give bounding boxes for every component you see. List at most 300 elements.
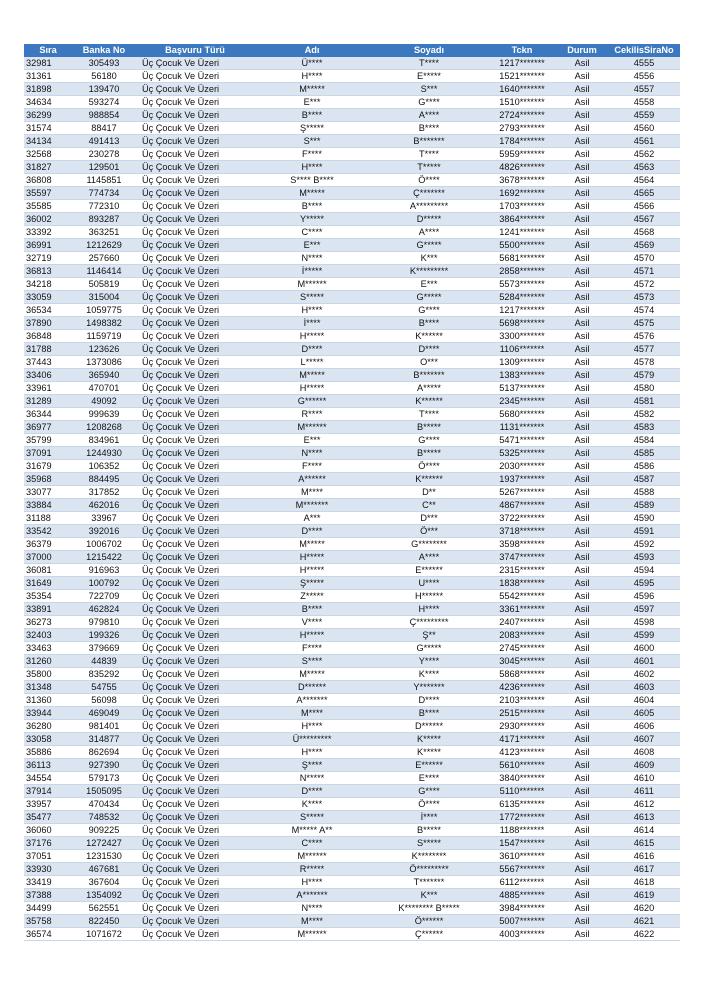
cell-soyadi: Ö****** xyxy=(370,915,488,928)
cell-tckn: 2030******* xyxy=(488,460,556,473)
table-row xyxy=(24,785,680,798)
table-row xyxy=(24,265,680,278)
cell-sira: 33542 xyxy=(24,525,72,538)
cell-cekilis-sira-no: 4607 xyxy=(608,733,680,746)
cell-soyadi: B******* xyxy=(370,135,488,148)
cell-basvuru-turu: Üç Çocuk Ve Üzeri xyxy=(136,187,254,200)
cell-sira: 36273 xyxy=(24,616,72,629)
table-row xyxy=(24,343,680,356)
cell-sira: 33419 xyxy=(24,876,72,889)
cell-banka-no: 1212629 xyxy=(72,239,136,252)
cell-soyadi: G***** xyxy=(370,239,488,252)
cell-basvuru-turu: Üç Çocuk Ve Üzeri xyxy=(136,616,254,629)
cell-adi: E*** xyxy=(254,239,370,252)
cell-soyadi: B***** xyxy=(370,421,488,434)
cell-durum: Asil xyxy=(556,460,608,473)
table-row xyxy=(24,746,680,759)
cell-durum: Asil xyxy=(556,213,608,226)
cell-cekilis-sira-no: 4614 xyxy=(608,824,680,837)
cell-tckn: 2515******* xyxy=(488,707,556,720)
cell-durum: Asil xyxy=(556,96,608,109)
cell-banka-no: 491413 xyxy=(72,135,136,148)
cell-soyadi: T******* xyxy=(370,876,488,889)
cell-cekilis-sira-no: 4595 xyxy=(608,577,680,590)
table-row xyxy=(24,83,680,96)
cell-tckn: 6135******* xyxy=(488,798,556,811)
cell-adi: M***** xyxy=(254,538,370,551)
cell-tckn: 3361******* xyxy=(488,603,556,616)
cell-tckn: 5007******* xyxy=(488,915,556,928)
cell-tckn: 2083******* xyxy=(488,629,556,642)
cell-soyadi: B***** xyxy=(370,447,488,460)
cell-banka-no: 123626 xyxy=(72,343,136,356)
cell-durum: Asil xyxy=(556,265,608,278)
cell-banka-no: 367604 xyxy=(72,876,136,889)
cell-adi: F**** xyxy=(254,148,370,161)
cell-durum: Asil xyxy=(556,395,608,408)
cell-sira: 33392 xyxy=(24,226,72,239)
cell-soyadi: T**** xyxy=(370,408,488,421)
cell-soyadi: A**** xyxy=(370,551,488,564)
table-row xyxy=(24,330,680,343)
cell-durum: Asil xyxy=(556,434,608,447)
cell-adi: M****** xyxy=(254,421,370,434)
cell-soyadi: T**** xyxy=(370,148,488,161)
cell-durum: Asil xyxy=(556,226,608,239)
cell-cekilis-sira-no: 4578 xyxy=(608,356,680,369)
cell-tckn: 2930******* xyxy=(488,720,556,733)
cell-tckn: 4885******* xyxy=(488,889,556,902)
cell-sira: 31260 xyxy=(24,655,72,668)
cell-basvuru-turu: Üç Çocuk Ve Üzeri xyxy=(136,915,254,928)
cell-tckn: 2315******* xyxy=(488,564,556,577)
cell-adi: H***** xyxy=(254,551,370,564)
cell-cekilis-sira-no: 4616 xyxy=(608,850,680,863)
cell-durum: Asil xyxy=(556,408,608,421)
cell-adi: S**** B**** xyxy=(254,174,370,187)
cell-durum: Asil xyxy=(556,200,608,213)
cell-sira: 33961 xyxy=(24,382,72,395)
cell-tckn: 5680******* xyxy=(488,408,556,421)
cell-tckn: 5567******* xyxy=(488,863,556,876)
cell-durum: Asil xyxy=(556,629,608,642)
cell-sira: 31188 xyxy=(24,512,72,525)
cell-sira: 37051 xyxy=(24,850,72,863)
cell-durum: Asil xyxy=(556,681,608,694)
cell-adi: M****** xyxy=(254,278,370,291)
cell-durum: Asil xyxy=(556,590,608,603)
cell-soyadi: K*** xyxy=(370,889,488,902)
cell-soyadi: K********* xyxy=(370,265,488,278)
cell-durum: Asil xyxy=(556,317,608,330)
cell-adi: M***** xyxy=(254,83,370,96)
cell-banka-no: 722709 xyxy=(72,590,136,603)
cell-cekilis-sira-no: 4583 xyxy=(608,421,680,434)
cell-basvuru-turu: Üç Çocuk Ve Üzeri xyxy=(136,603,254,616)
cell-sira: 31361 xyxy=(24,70,72,83)
cell-sira: 34218 xyxy=(24,278,72,291)
cell-basvuru-turu: Üç Çocuk Ve Üzeri xyxy=(136,577,254,590)
table-row xyxy=(24,824,680,837)
cell-soyadi: G**** xyxy=(370,434,488,447)
cell-durum: Asil xyxy=(556,577,608,590)
table-row xyxy=(24,772,680,785)
table-row xyxy=(24,928,680,941)
table-row xyxy=(24,291,680,304)
cell-soyadi: K******** xyxy=(370,850,488,863)
cell-sira: 33463 xyxy=(24,642,72,655)
cell-cekilis-sira-no: 4587 xyxy=(608,473,680,486)
cell-soyadi: D*** xyxy=(370,512,488,525)
cell-adi: F**** xyxy=(254,642,370,655)
cell-banka-no: 315004 xyxy=(72,291,136,304)
cell-adi: A*** xyxy=(254,512,370,525)
cell-tckn: 1692******* xyxy=(488,187,556,200)
cell-tckn: 4171******* xyxy=(488,733,556,746)
cell-sira: 31289 xyxy=(24,395,72,408)
cell-durum: Asil xyxy=(556,668,608,681)
cell-banka-no: 467681 xyxy=(72,863,136,876)
cell-durum: Asil xyxy=(556,161,608,174)
results-table xyxy=(24,44,680,941)
cell-basvuru-turu: Üç Çocuk Ve Üzeri xyxy=(136,746,254,759)
cell-basvuru-turu: Üç Çocuk Ve Üzeri xyxy=(136,811,254,824)
column-header-soyadi: Soyadı xyxy=(370,44,488,57)
cell-cekilis-sira-no: 4586 xyxy=(608,460,680,473)
cell-basvuru-turu: Üç Çocuk Ve Üzeri xyxy=(136,83,254,96)
cell-cekilis-sira-no: 4601 xyxy=(608,655,680,668)
cell-basvuru-turu: Üç Çocuk Ve Üzeri xyxy=(136,213,254,226)
cell-tckn: 5959******* xyxy=(488,148,556,161)
table-row xyxy=(24,850,680,863)
cell-soyadi: G**** xyxy=(370,96,488,109)
cell-sira: 36081 xyxy=(24,564,72,577)
cell-banka-no: 365940 xyxy=(72,369,136,382)
cell-cekilis-sira-no: 4591 xyxy=(608,525,680,538)
cell-tckn: 5471******* xyxy=(488,434,556,447)
cell-basvuru-turu: Üç Çocuk Ve Üzeri xyxy=(136,876,254,889)
cell-banka-no: 1498382 xyxy=(72,317,136,330)
cell-durum: Asil xyxy=(556,187,608,200)
cell-cekilis-sira-no: 4555 xyxy=(608,57,680,70)
cell-adi: A******* xyxy=(254,889,370,902)
cell-cekilis-sira-no: 4598 xyxy=(608,616,680,629)
cell-tckn: 5610******* xyxy=(488,759,556,772)
cell-basvuru-turu: Üç Çocuk Ve Üzeri xyxy=(136,668,254,681)
cell-sira: 31898 xyxy=(24,83,72,96)
cell-cekilis-sira-no: 4617 xyxy=(608,863,680,876)
cell-basvuru-turu: Üç Çocuk Ve Üzeri xyxy=(136,291,254,304)
cell-soyadi: K****** xyxy=(370,395,488,408)
cell-banka-no: 1159719 xyxy=(72,330,136,343)
cell-cekilis-sira-no: 4568 xyxy=(608,226,680,239)
table-row xyxy=(24,70,680,83)
cell-basvuru-turu: Üç Çocuk Ve Üzeri xyxy=(136,343,254,356)
cell-cekilis-sira-no: 4605 xyxy=(608,707,680,720)
cell-cekilis-sira-no: 4573 xyxy=(608,291,680,304)
cell-banka-no: 772310 xyxy=(72,200,136,213)
column-header-cekilis-sira-no: CekilisSiraNo xyxy=(608,44,680,57)
results-page xyxy=(24,44,680,941)
table-header-row xyxy=(24,44,680,57)
cell-soyadi: G**** xyxy=(370,304,488,317)
cell-banka-no: 392016 xyxy=(72,525,136,538)
cell-soyadi: K**** xyxy=(370,668,488,681)
cell-tckn: 2407******* xyxy=(488,616,556,629)
cell-tckn: 5573******* xyxy=(488,278,556,291)
table-row xyxy=(24,603,680,616)
table-row xyxy=(24,148,680,161)
cell-banka-no: 835292 xyxy=(72,668,136,681)
cell-durum: Asil xyxy=(556,252,608,265)
cell-soyadi: Ö********* xyxy=(370,863,488,876)
cell-cekilis-sira-no: 4560 xyxy=(608,122,680,135)
table-row xyxy=(24,512,680,525)
cell-sira: 36113 xyxy=(24,759,72,772)
cell-cekilis-sira-no: 4592 xyxy=(608,538,680,551)
cell-adi: M***** xyxy=(254,369,370,382)
cell-basvuru-turu: Üç Çocuk Ve Üzeri xyxy=(136,356,254,369)
cell-durum: Asil xyxy=(556,850,608,863)
cell-cekilis-sira-no: 4582 xyxy=(608,408,680,421)
cell-durum: Asil xyxy=(556,70,608,83)
cell-durum: Asil xyxy=(556,512,608,525)
cell-adi: A******* xyxy=(254,694,370,707)
cell-cekilis-sira-no: 4621 xyxy=(608,915,680,928)
cell-cekilis-sira-no: 4589 xyxy=(608,499,680,512)
cell-banka-no: 748532 xyxy=(72,811,136,824)
table-row xyxy=(24,226,680,239)
cell-banka-no: 1244930 xyxy=(72,447,136,460)
cell-tckn: 1703******* xyxy=(488,200,556,213)
cell-banka-no: 822450 xyxy=(72,915,136,928)
cell-sira: 36848 xyxy=(24,330,72,343)
cell-sira: 31348 xyxy=(24,681,72,694)
cell-durum: Asil xyxy=(556,603,608,616)
cell-adi: H***** xyxy=(254,629,370,642)
cell-tckn: 1640******* xyxy=(488,83,556,96)
cell-adi: H***** xyxy=(254,382,370,395)
cell-adi: Ş***** xyxy=(254,577,370,590)
cell-banka-no: 579173 xyxy=(72,772,136,785)
cell-sira: 37000 xyxy=(24,551,72,564)
cell-banka-no: 33967 xyxy=(72,512,136,525)
cell-adi: E*** xyxy=(254,96,370,109)
cell-sira: 37914 xyxy=(24,785,72,798)
cell-basvuru-turu: Üç Çocuk Ve Üzeri xyxy=(136,889,254,902)
cell-soyadi: D***** xyxy=(370,213,488,226)
cell-basvuru-turu: Üç Çocuk Ve Üzeri xyxy=(136,265,254,278)
cell-sira: 33406 xyxy=(24,369,72,382)
cell-tckn: 1521******* xyxy=(488,70,556,83)
cell-durum: Asil xyxy=(556,876,608,889)
cell-sira: 36060 xyxy=(24,824,72,837)
cell-adi: H**** xyxy=(254,161,370,174)
cell-durum: Asil xyxy=(556,499,608,512)
cell-basvuru-turu: Üç Çocuk Ve Üzeri xyxy=(136,720,254,733)
table-row xyxy=(24,447,680,460)
cell-basvuru-turu: Üç Çocuk Ve Üzeri xyxy=(136,551,254,564)
cell-sira: 34499 xyxy=(24,902,72,915)
cell-soyadi: G***** xyxy=(370,291,488,304)
cell-tckn: 4123******* xyxy=(488,746,556,759)
cell-cekilis-sira-no: 4603 xyxy=(608,681,680,694)
cell-cekilis-sira-no: 4596 xyxy=(608,590,680,603)
cell-sira: 37890 xyxy=(24,317,72,330)
cell-soyadi: T***** xyxy=(370,161,488,174)
cell-basvuru-turu: Üç Çocuk Ve Üzeri xyxy=(136,122,254,135)
cell-sira: 33891 xyxy=(24,603,72,616)
cell-cekilis-sira-no: 4610 xyxy=(608,772,680,785)
cell-durum: Asil xyxy=(556,525,608,538)
cell-adi: H**** xyxy=(254,70,370,83)
cell-banka-no: 199326 xyxy=(72,629,136,642)
cell-banka-no: 909225 xyxy=(72,824,136,837)
table-row xyxy=(24,538,680,551)
cell-adi: S**** xyxy=(254,655,370,668)
cell-banka-no: 999639 xyxy=(72,408,136,421)
cell-durum: Asil xyxy=(556,733,608,746)
cell-tckn: 5868******* xyxy=(488,668,556,681)
cell-tckn: 3747******* xyxy=(488,551,556,564)
table-row xyxy=(24,811,680,824)
cell-banka-no: 927390 xyxy=(72,759,136,772)
table-row xyxy=(24,759,680,772)
cell-cekilis-sira-no: 4612 xyxy=(608,798,680,811)
cell-tckn: 3984******* xyxy=(488,902,556,915)
table-row xyxy=(24,642,680,655)
cell-basvuru-turu: Üç Çocuk Ve Üzeri xyxy=(136,447,254,460)
cell-sira: 32719 xyxy=(24,252,72,265)
cell-soyadi: T**** xyxy=(370,57,488,70)
cell-tckn: 3864******* xyxy=(488,213,556,226)
cell-sira: 36379 xyxy=(24,538,72,551)
table-row xyxy=(24,720,680,733)
cell-cekilis-sira-no: 4569 xyxy=(608,239,680,252)
cell-adi: Ü**** xyxy=(254,57,370,70)
cell-basvuru-turu: Üç Çocuk Ve Üzeri xyxy=(136,772,254,785)
cell-adi: İ***** xyxy=(254,265,370,278)
cell-cekilis-sira-no: 4562 xyxy=(608,148,680,161)
table-row xyxy=(24,837,680,850)
cell-sira: 33058 xyxy=(24,733,72,746)
cell-soyadi: Ö**** xyxy=(370,174,488,187)
cell-sira: 33944 xyxy=(24,707,72,720)
cell-soyadi: D****** xyxy=(370,720,488,733)
cell-soyadi: A**** xyxy=(370,109,488,122)
cell-banka-no: 593274 xyxy=(72,96,136,109)
cell-banka-no: 979810 xyxy=(72,616,136,629)
cell-tckn: 5110******* xyxy=(488,785,556,798)
cell-adi: M******* xyxy=(254,499,370,512)
cell-durum: Asil xyxy=(556,902,608,915)
cell-cekilis-sira-no: 4600 xyxy=(608,642,680,655)
cell-durum: Asil xyxy=(556,109,608,122)
table-row xyxy=(24,122,680,135)
cell-sira: 36813 xyxy=(24,265,72,278)
cell-sira: 31649 xyxy=(24,577,72,590)
cell-sira: 35585 xyxy=(24,200,72,213)
cell-adi: D**** xyxy=(254,525,370,538)
cell-cekilis-sira-no: 4619 xyxy=(608,889,680,902)
cell-soyadi: E****** xyxy=(370,564,488,577)
cell-cekilis-sira-no: 4558 xyxy=(608,96,680,109)
cell-cekilis-sira-no: 4564 xyxy=(608,174,680,187)
cell-adi: D**** xyxy=(254,785,370,798)
cell-banka-no: 1208268 xyxy=(72,421,136,434)
cell-sira: 36299 xyxy=(24,109,72,122)
cell-soyadi: E**** xyxy=(370,772,488,785)
table-row xyxy=(24,135,680,148)
cell-tckn: 1309******* xyxy=(488,356,556,369)
cell-banka-no: 988854 xyxy=(72,109,136,122)
column-header-durum: Durum xyxy=(556,44,608,57)
cell-cekilis-sira-no: 4588 xyxy=(608,486,680,499)
cell-adi: M***** A** xyxy=(254,824,370,837)
cell-soyadi: D** xyxy=(370,486,488,499)
cell-durum: Asil xyxy=(556,473,608,486)
cell-banka-no: 462016 xyxy=(72,499,136,512)
table-row xyxy=(24,96,680,109)
table-row xyxy=(24,421,680,434)
table-row xyxy=(24,707,680,720)
table-row xyxy=(24,57,680,70)
cell-adi: M**** xyxy=(254,915,370,928)
cell-adi: M***** xyxy=(254,668,370,681)
cell-banka-no: 893287 xyxy=(72,213,136,226)
cell-soyadi: A**** xyxy=(370,226,488,239)
cell-tckn: 5137******* xyxy=(488,382,556,395)
cell-tckn: 3045******* xyxy=(488,655,556,668)
cell-banka-no: 44839 xyxy=(72,655,136,668)
cell-basvuru-turu: Üç Çocuk Ve Üzeri xyxy=(136,473,254,486)
cell-cekilis-sira-no: 4594 xyxy=(608,564,680,577)
cell-cekilis-sira-no: 4572 xyxy=(608,278,680,291)
cell-durum: Asil xyxy=(556,369,608,382)
cell-cekilis-sira-no: 4622 xyxy=(608,928,680,941)
cell-sira: 32981 xyxy=(24,57,72,70)
cell-soyadi: G***** xyxy=(370,642,488,655)
cell-sira: 32403 xyxy=(24,629,72,642)
table-row xyxy=(24,655,680,668)
cell-sira: 36344 xyxy=(24,408,72,421)
cell-sira: 31679 xyxy=(24,460,72,473)
cell-sira: 35354 xyxy=(24,590,72,603)
cell-soyadi: B**** xyxy=(370,707,488,720)
cell-sira: 35800 xyxy=(24,668,72,681)
cell-sira: 34554 xyxy=(24,772,72,785)
cell-tckn: 1838******* xyxy=(488,577,556,590)
table-row xyxy=(24,616,680,629)
cell-tckn: 5542******* xyxy=(488,590,556,603)
cell-sira: 31827 xyxy=(24,161,72,174)
cell-basvuru-turu: Üç Çocuk Ve Üzeri xyxy=(136,629,254,642)
cell-cekilis-sira-no: 4577 xyxy=(608,343,680,356)
cell-basvuru-turu: Üç Çocuk Ve Üzeri xyxy=(136,850,254,863)
cell-banka-no: 100792 xyxy=(72,577,136,590)
cell-durum: Asil xyxy=(556,356,608,369)
cell-banka-no: 469049 xyxy=(72,707,136,720)
cell-tckn: 3300******* xyxy=(488,330,556,343)
cell-basvuru-turu: Üç Çocuk Ve Üzeri xyxy=(136,382,254,395)
cell-cekilis-sira-no: 4575 xyxy=(608,317,680,330)
cell-soyadi: D**** xyxy=(370,343,488,356)
cell-durum: Asil xyxy=(556,57,608,70)
cell-banka-no: 1373086 xyxy=(72,356,136,369)
cell-banka-no: 305493 xyxy=(72,57,136,70)
cell-cekilis-sira-no: 4599 xyxy=(608,629,680,642)
cell-basvuru-turu: Üç Çocuk Ve Üzeri xyxy=(136,252,254,265)
